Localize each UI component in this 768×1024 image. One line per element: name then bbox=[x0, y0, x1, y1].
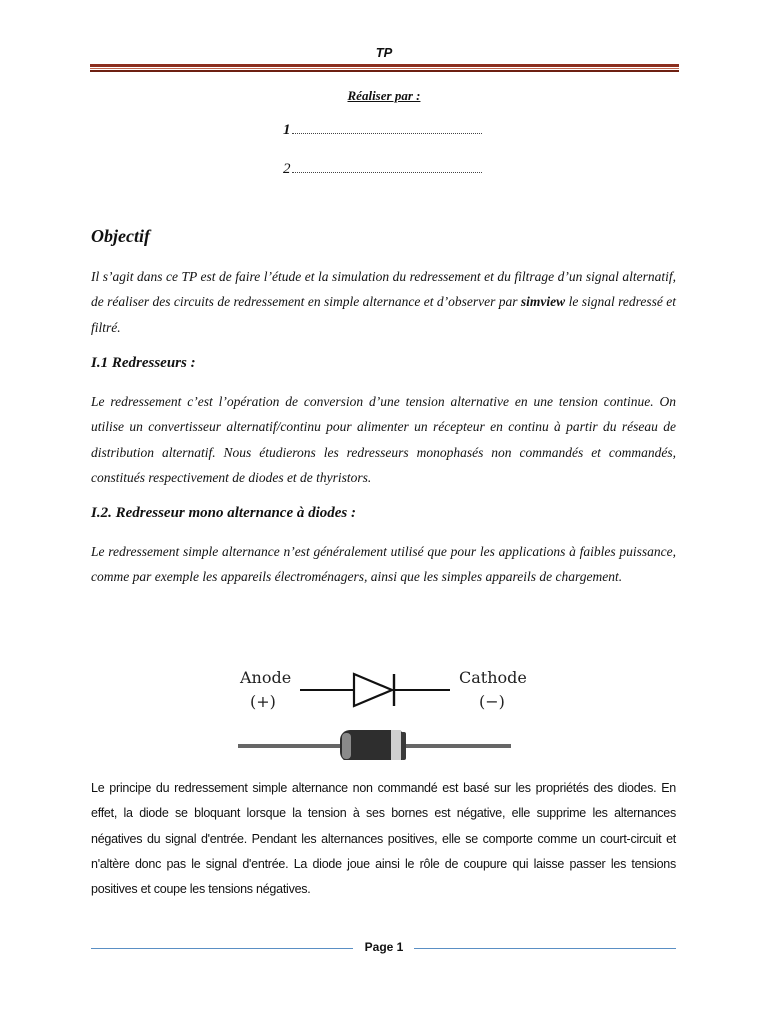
section-title-redresseurs: I.1 Redresseurs : bbox=[91, 355, 196, 371]
header-rule bbox=[90, 70, 679, 72]
diode-body-highlight bbox=[342, 733, 351, 759]
dotted-fill bbox=[292, 123, 482, 134]
section-title-objectif: Objectif bbox=[91, 226, 150, 246]
paragraph-objectif bbox=[91, 264, 676, 340]
anode-label: Anode bbox=[240, 668, 292, 687]
cathode-sign: (−) bbox=[479, 692, 505, 711]
paragraph-principe: Le principe du redressement simple alternance non commandé est basé sur les propriétés des diodes. En effet, la diode se bloquant lorsque la tension à ses bornes est négative, elle supprime les alternances négatives du signal d'entrée. Pendant les alternances positives, elle se comporte comme un court-circuit et n'altère donc pas le signal d'entrée. La diode joue ainsi le rôle de coupure qui laisse passer les tensions positives et coupe les tensions négatives. bbox=[91, 781, 676, 897]
paragraph-mono-alternance: Le redressement simple alternance n’est généralement utilisé que pour les applications à faibles puissance, comme par exemple les appareils électroménagers, ainsi que les simples appareils de chargement. bbox=[91, 544, 676, 585]
anode-sign: (+) bbox=[250, 692, 276, 711]
objectif-text-before: Il s’agit dans ce TP est de faire l’étude et la simulation du redressement et du filtrage d’un signal alternatif, de réaliser des circuits de redressement en simple alternance et d’observer par bbox=[91, 269, 676, 310]
author-line-1 bbox=[283, 122, 482, 139]
author-number: 1 bbox=[283, 122, 291, 138]
diode-body-end bbox=[401, 732, 406, 760]
authors-label: Réaliser par : bbox=[347, 88, 421, 103]
header-rule bbox=[90, 64, 679, 67]
cathode-band bbox=[391, 730, 401, 760]
author-number: 2 bbox=[283, 161, 291, 177]
header-title: TP bbox=[375, 45, 393, 60]
page-number: Page 1 bbox=[364, 940, 404, 954]
dotted-fill bbox=[292, 162, 482, 173]
author-line-2 bbox=[283, 161, 482, 178]
header-rule bbox=[90, 68, 679, 69]
cathode-label: Cathode bbox=[459, 668, 527, 687]
diode-symbol-svg bbox=[230, 660, 540, 760]
diode-triangle bbox=[354, 674, 392, 706]
software-name: simview bbox=[520, 294, 566, 310]
objectif-text-after: le signal redressé et filtré. bbox=[91, 294, 676, 335]
diode-figure bbox=[230, 660, 540, 760]
paragraph-redresseurs: Le redressement c’est l’opération de conversion d’une tension alternative en une tension continue. On utilise un convertisseur alternatif/continu pour alimenter un récepteur en continu à partir du réseau de distribution alternatif. Nous étudierons les redresseurs monophasés non commandés et commandés, constitués respectivement de diodes et de thyristors. bbox=[91, 394, 676, 485]
section-title-mono-alternance: I.2. Redresseur mono alternance à diodes : bbox=[91, 505, 357, 521]
